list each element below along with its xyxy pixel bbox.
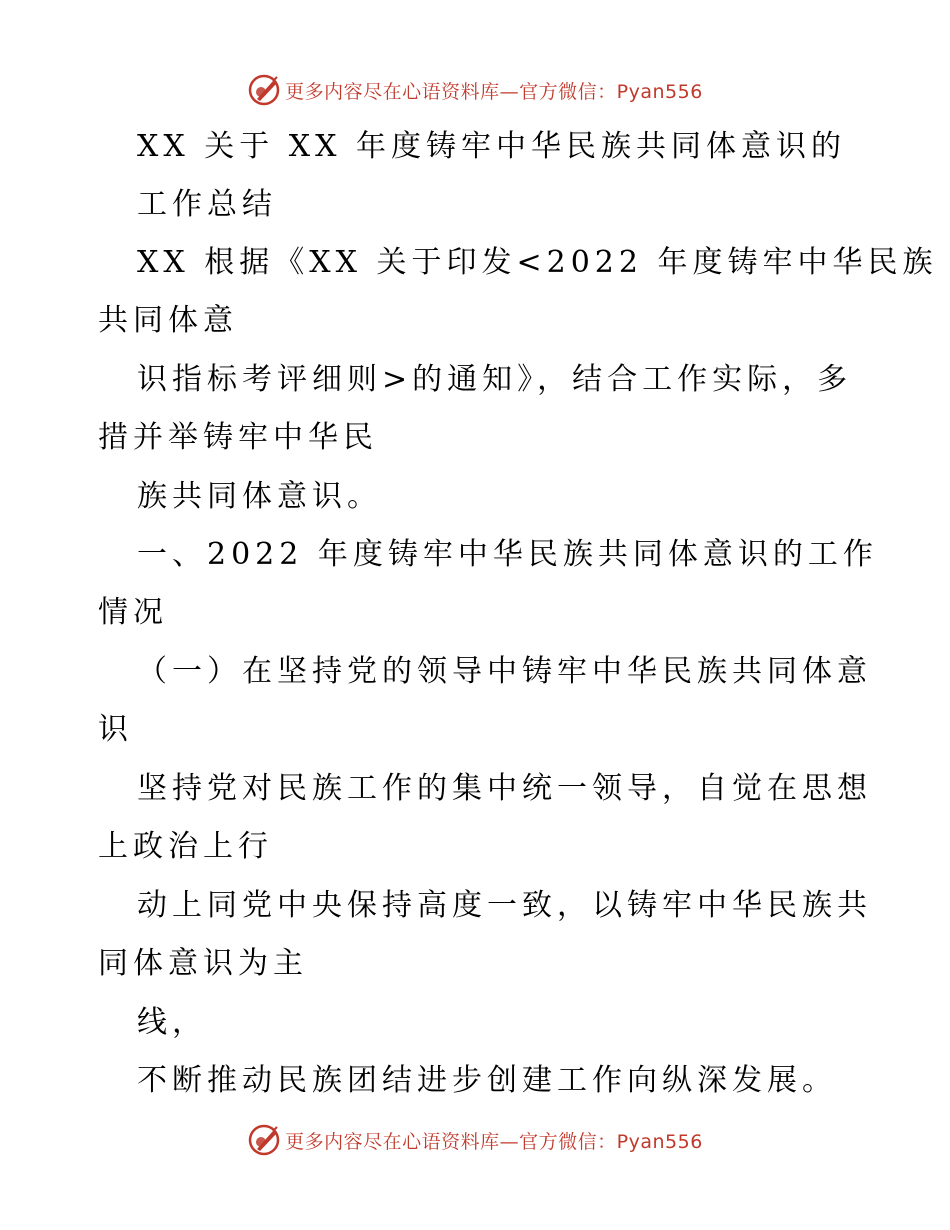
quill-pen-logo-icon	[247, 73, 281, 107]
watermark-banner-top	[0, 70, 950, 110]
doc-paragraph-line: 动上同党中央保持高度一致，以铸牢中华民族共	[137, 888, 872, 923]
doc-title-line-2: 工作总结	[137, 187, 277, 222]
doc-paragraph-line: 同体意识为主	[98, 946, 308, 981]
doc-section-heading: 一、2022 年度铸牢中华民族共同体意识的工作	[137, 537, 878, 572]
doc-paragraph-line: 族共同体意识。	[137, 479, 382, 514]
doc-paragraph-line: 坚持党对民族工作的集中统一领导，自觉在思想	[137, 771, 872, 806]
doc-subsection-heading: （一）在坚持党的领导中铸牢中华民族共同体意	[137, 654, 872, 689]
doc-title-line-1: XX 关于 XX 年度铸牢中华民族共同体意识的	[137, 129, 847, 164]
watermark-text: 更多内容尽在心语资料库—官方微信：Pyan556	[285, 80, 703, 103]
doc-section-heading-cont: 情况	[98, 595, 168, 630]
doc-paragraph-line: 不断推动民族团结进步创建工作向纵深发展。	[137, 1063, 837, 1098]
doc-paragraph-line: 识指标考评细则>的通知》，结合工作实际，多	[137, 362, 853, 397]
doc-paragraph-line: 共同体意	[98, 303, 238, 338]
doc-paragraph-line: 线，	[137, 1005, 207, 1040]
quill-pen-logo-icon	[247, 1123, 281, 1157]
doc-subsection-heading-cont: 识	[98, 712, 133, 747]
doc-paragraph-line: 上政治上行	[98, 829, 273, 864]
watermark-banner-bottom	[0, 1120, 950, 1160]
watermark-text: 更多内容尽在心语资料库—官方微信：Pyan556	[285, 1130, 703, 1153]
doc-paragraph-line: XX 根据《XX 关于印发<2022 年度铸牢中华民族	[137, 245, 938, 280]
doc-paragraph-line: 措并举铸牢中华民	[98, 420, 378, 455]
